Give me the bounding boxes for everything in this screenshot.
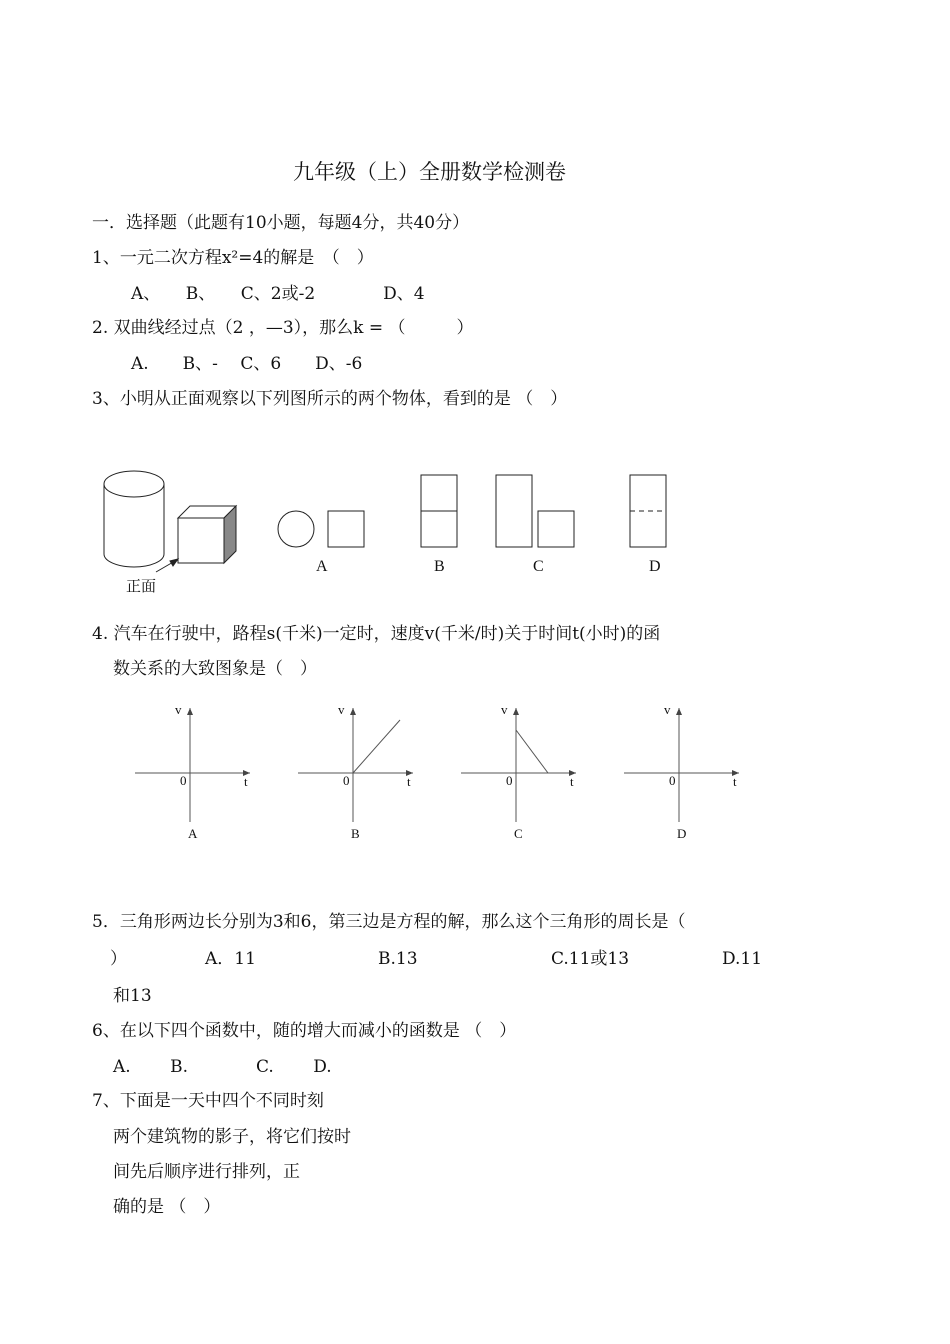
graph-c-v-label: v (501, 702, 508, 717)
question-5-paren-close: ） (110, 949, 127, 969)
graph-a-label: A (188, 826, 198, 841)
question-1-options: A、 B、 C、2或-2 D、4 (131, 284, 425, 304)
question-4-graphs (0, 700, 950, 850)
question-5-option-b: B.13 (378, 949, 418, 969)
question-2-stem: 2. 双曲线经过点（2 ，—3），那么k = （ ） (92, 318, 474, 338)
graph-d-t-label: t (733, 774, 737, 789)
question-4-stem-line2: 数关系的大致图象是（ ） (113, 659, 317, 679)
front-label: 正面 (126, 579, 157, 595)
graph-a-v-label: v (175, 702, 182, 717)
graph-b-origin: 0 (343, 773, 350, 788)
graph-c-origin: 0 (506, 773, 513, 788)
question-7-line3: 间先后顺序进行排列，正 (113, 1162, 300, 1182)
option-d-label: D (649, 558, 661, 575)
question-7-line1: 7、下面是一天中四个不同时刻 (92, 1091, 324, 1111)
question-3-figure (0, 450, 950, 610)
option-b-view (421, 475, 457, 547)
cube-shape (178, 506, 236, 563)
question-4-stem-line1: 4. 汽车在行驶中，路程s(千米)一定时，速度v(千米/时)关于时间t(小时)的函 (92, 624, 661, 644)
graph-c-t-label: t (570, 774, 574, 789)
graph-d (624, 708, 739, 822)
option-a-label: A (316, 558, 328, 575)
question-7-line2: 两个建筑物的影子，将它们按时 (113, 1127, 351, 1147)
graph-b-label: B (351, 826, 360, 841)
graph-b (298, 708, 413, 822)
graph-c-label: C (514, 826, 523, 841)
graph-d-origin: 0 (669, 773, 676, 788)
question-5-stem: 5．三角形两边长分别为3和6，第三边是方程的解，那么这个三角形的周长是（ (92, 912, 686, 932)
graph-d-label: D (677, 826, 687, 841)
question-2-options: A. B、- C、6 D、-6 (131, 354, 363, 374)
option-d-view (630, 475, 666, 547)
graph-b-t-label: t (407, 774, 411, 789)
graph-a (135, 708, 250, 822)
option-a-view (278, 511, 364, 547)
option-c-label: C (533, 558, 544, 575)
question-5-option-c: C.11或13 (551, 949, 630, 969)
graph-b-v-label: v (338, 702, 345, 717)
question-5-tail: 和13 (113, 986, 152, 1006)
graph-d-v-label: v (664, 702, 671, 717)
option-b-label: B (434, 558, 445, 575)
graph-a-origin: 0 (180, 773, 187, 788)
question-3-stem: 3、小明从正面观察以下列图所示的两个物体，看到的是 （ ） (92, 389, 568, 409)
question-6-options: A. B. C. D. (113, 1057, 332, 1077)
question-6-stem: 6、在以下四个函数中，随的增大而减小的函数是 （ ） (92, 1021, 517, 1041)
question-7-line4: 确的是 （ ） (113, 1197, 221, 1217)
page-title: 九年级（上）全册数学检测卷 (293, 160, 566, 184)
option-c-view (496, 475, 574, 547)
section-heading: 一．选择题（此题有10小题，每题4分，共40分） (92, 213, 470, 233)
graph-c (461, 708, 576, 822)
question-5-option-a: A．11 (205, 949, 256, 969)
question-1-stem: 1、一元二次方程x²=4的解是 （ ） (92, 248, 374, 268)
graph-a-t-label: t (244, 774, 248, 789)
cylinder-shape (104, 471, 164, 567)
question-5-option-d: D.11 (722, 949, 763, 969)
